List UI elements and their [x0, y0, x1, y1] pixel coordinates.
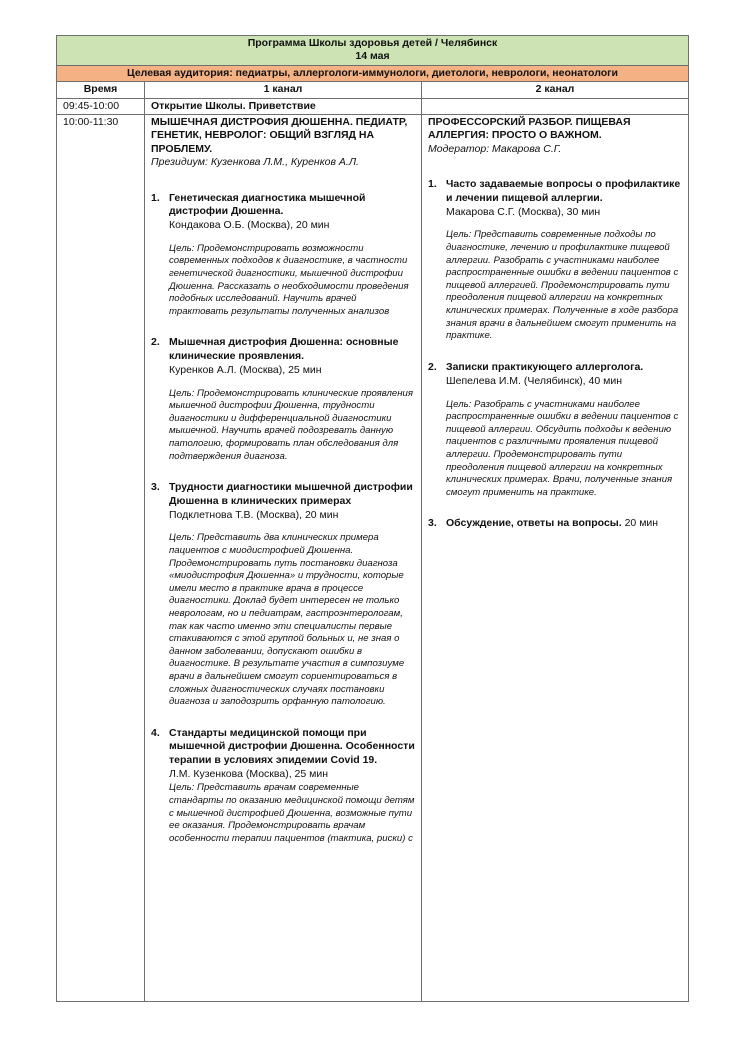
talk-title: Обсуждение, ответы на вопросы. — [446, 517, 622, 530]
talk-number: 2. — [151, 336, 160, 349]
talk-speaker: Шепелева И.М. (Челябинск), 40 мин — [446, 375, 622, 388]
ch2-talk-2 — [428, 361, 682, 500]
talk-goal: Цель: Представить два клинических примера пациентов с миодистрофией Дюшенна. Продемонстрировать путь постановки диагноза «миодистрофия Дюшенна» и трудности, которые имели место в практике врача в процессе диагностики. Доклад будет интересен не только неврологам, но и педиатрам, гастроэнтерологам, так как часто именно эти специалисты первые стакиваются с этой группой больных и, не зная о данном заболевании, допускают ошибки в диагностике. В результате участия в симпозиуме врачи в дальнейшем смогут сориентироваться в сложных диагностических случаях постановки диагноза и заподозрить орфанную патологию. — [169, 532, 405, 708]
talk-title: Записки практикующего аллерголога. — [446, 360, 644, 373]
col-header-channel-2: 2 канал — [422, 82, 689, 98]
program-date: 14 мая — [355, 50, 390, 63]
program-table — [56, 35, 689, 1002]
program-title-cell — [57, 36, 689, 66]
program-title: Программа Школы здоровья детей / Челябинск — [247, 37, 498, 49]
opening-row — [57, 98, 689, 114]
session-time: 10:00-11:30 — [57, 115, 145, 1002]
talk-number: 2. — [428, 360, 437, 373]
talk-speaker: Л.М. Кузенкова (Москва), 25 мин — [169, 767, 329, 780]
opening-text: Открытие Школы. Приветствие — [145, 98, 422, 114]
talk-title: Генетическая диагностика мышечной дистрофии Дюшенна. — [169, 191, 366, 218]
ch1-talk-2 — [151, 336, 415, 463]
talk-number: 1. — [151, 191, 160, 204]
talk-number: 3. — [151, 481, 160, 494]
talk-speaker: Куренков А.Л. (Москва), 25 мин — [169, 364, 322, 377]
audience-text: Целевая аудитория: педиатры, аллергологи-иммунологи, диетологи, неврологи, неонатологи — [57, 65, 689, 81]
channel-2-cell — [422, 115, 689, 1002]
talk-speaker: Макарова С.Г. (Москва), 30 мин — [446, 206, 601, 219]
col-header-channel-1: 1 канал — [145, 82, 422, 98]
channel-1-cell — [145, 115, 422, 1002]
talk-number: 3. — [428, 517, 437, 530]
ch2-moderator: Модератор: Макарова С.Г. — [428, 142, 562, 155]
talk-speaker: Подклетнова Т.В. (Москва), 20 мин — [169, 509, 339, 522]
talk-title: Часто задаваемые вопросы о профилактике и лечении пищевой аллергии. — [446, 178, 681, 204]
talk-speaker: Кондакова О.Б. (Москва), 20 мин — [169, 219, 330, 232]
ch1-talk-4 — [151, 727, 415, 846]
col-header-time: Время — [57, 82, 145, 98]
talk-title: Стандарты медицинской помощи при мышечной дистрофии Дюшенна. Особенности терапии в условиях эпидемии Covid 19. — [169, 726, 415, 766]
ch1-talk-1 — [151, 192, 415, 319]
session-row — [57, 115, 689, 1002]
ch1-chair: Президиум: Кузенкова Л.М., Куренков А.Л. — [151, 156, 359, 169]
talk-number: 1. — [428, 178, 437, 191]
talk-title: Трудности диагностики мышечной дистрофии Дюшенна в клинических примерах — [169, 481, 413, 507]
opening-time: 09:45-10:00 — [57, 98, 145, 114]
column-header-row — [57, 82, 689, 98]
opening-empty-cell — [422, 98, 689, 114]
talk-number: 4. — [151, 726, 160, 739]
talk-goal: Цель: Представить врачам современные стандарты по оказанию медицинской помощи детям с мышечной дистрофией Дюшенна, возможные пути ее оказания. Продемонстрировать врачам особенности терапии пациентов (тактика, риски) с — [169, 782, 415, 844]
ch1-session-title: МЫШЕЧНАЯ ДИСТРОФИЯ ДЮШЕННА. ПЕДИАТР, ГЕНЕТИК, НЕВРОЛОГ: ОБЩИЙ ВЗГЛЯД НА ПРОБЛЕМУ. — [151, 116, 408, 155]
talk-speaker: 20 мин — [624, 517, 659, 530]
ch2-session-title: ПРОФЕССОРСКИЙ РАЗБОР. ПИЩЕВАЯ АЛЛЕРГИЯ: ПРОСТО О ВАЖНОМ. — [428, 116, 631, 142]
ch2-talk-1 — [428, 178, 682, 343]
ch2-talk-3 — [428, 517, 682, 530]
title-row — [57, 36, 689, 66]
talk-title: Мышечная дистрофия Дюшенна: основные клинические проявления. — [169, 336, 399, 362]
audience-row — [57, 65, 689, 81]
talk-goal: Цель: Продемонстрировать возможности современных подходов к диагностике, в частности генетической диагностики, мышечной дистрофии Дюшенна. Рассказать о необходимости проведения подобных исследований. Научить врачей трактовать результаты полученных анализов — [169, 242, 409, 317]
talk-goal: Цель: Продемонстрировать клинические проявления мышечной дистрофии Дюшенна, трудности диагностики и дифференциальной диагностики мышечной. Научить врачей подозревать данную патологию, формировать план обследования для подтверждения диагноза. — [169, 387, 413, 462]
talk-goal: Цель: Представить современные подходы по диагностике, лечению и профилактике пищевой аллергии. Разобрать с участниками наиболее распространенные ошибки в ведении пациентов с пищевой аллергией. Продемонстрировать пути преодоления пищевой аллергии на конкретных клинических примерах. Полученные в ходе разбора знания врачи в дальнейшем смогут применить на практике. — [446, 229, 679, 342]
ch1-talk-3 — [151, 481, 415, 709]
talk-goal: Цель: Разобрать с участниками наиболее распространенные ошибки в ведении пациентов с пищевой аллергии. Обсудить подходы к ведению пациентов с различными проявления пищевой аллергии. Продемонстрировать пути преодоления пищевой аллергии на конкретных клинических примерах. Врачи, полученные знания смогут применить на практике. — [446, 398, 679, 498]
